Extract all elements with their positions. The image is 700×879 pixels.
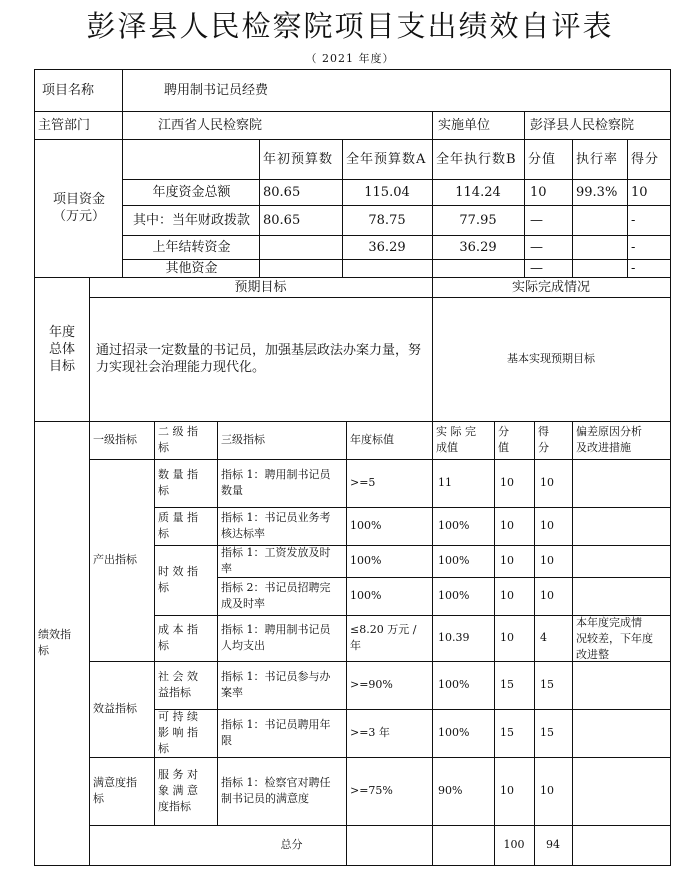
rule-line bbox=[34, 69, 671, 70]
level3-indicator: 指标 1：书记员参与办 案率 bbox=[221, 670, 331, 699]
indicator-score: 4 bbox=[540, 631, 547, 644]
annual-target: 100% bbox=[350, 554, 382, 567]
annual-target: >=3 年 bbox=[350, 726, 390, 739]
rule-line bbox=[122, 235, 671, 236]
project-name-label: 项目名称 bbox=[42, 82, 95, 98]
funds-label: 项目资金 （万元） bbox=[52, 192, 105, 224]
level1-indicator: 效益指标 bbox=[93, 702, 137, 715]
rule-line bbox=[34, 421, 671, 422]
rule-line bbox=[346, 421, 347, 866]
rule-line bbox=[122, 69, 123, 140]
funds-executed: 77.95 bbox=[459, 212, 497, 228]
indicator-score: 10 bbox=[540, 519, 554, 532]
actual-value: 11 bbox=[438, 476, 452, 489]
funds-row-name: 年度资金总额 bbox=[152, 184, 231, 200]
level2-indicator: 质 量 指 标 bbox=[158, 511, 198, 540]
perf-header: 二 级 指 标 bbox=[158, 425, 198, 454]
dept-label: 主管部门 bbox=[38, 117, 91, 133]
level3-indicator: 指标 1：检察官对聘任 制书记员的满意度 bbox=[221, 776, 331, 805]
actual-value: 100% bbox=[438, 519, 470, 532]
rule-line bbox=[89, 277, 90, 422]
funds-header: 全年执行数B bbox=[436, 151, 517, 167]
rule-line bbox=[342, 139, 343, 278]
funds-row-name: 其他资金 bbox=[165, 260, 218, 276]
funds-score-value: 10 bbox=[530, 184, 547, 200]
rule-line bbox=[154, 421, 155, 826]
rule-line bbox=[524, 139, 525, 278]
perf-header: 得 分 bbox=[538, 425, 549, 454]
funds-score: 10 bbox=[631, 184, 648, 200]
report-year: （ 2021 年度） bbox=[305, 52, 395, 65]
funds-header: 分值 bbox=[528, 151, 557, 167]
funds-score-value: — bbox=[530, 239, 543, 255]
funds-score: - bbox=[631, 239, 636, 255]
rule-line bbox=[217, 577, 671, 578]
perf-label: 绩效指 标 bbox=[38, 628, 71, 657]
rule-line bbox=[627, 139, 628, 278]
goals-label: 年度 总体 目标 bbox=[48, 324, 75, 374]
funds-header: 年初预算数 bbox=[263, 151, 334, 167]
evaluation-table bbox=[34, 69, 670, 865]
level3-indicator: 指标 2：书记员招聘完 成及时率 bbox=[221, 581, 331, 610]
rule-line bbox=[259, 139, 260, 278]
indicator-weight: 15 bbox=[500, 678, 514, 691]
rule-line bbox=[432, 139, 433, 278]
rule-line bbox=[34, 111, 671, 112]
indicator-weight: 10 bbox=[500, 631, 514, 644]
indicator-score: 10 bbox=[540, 784, 554, 797]
funds-header: 执行率 bbox=[576, 151, 619, 167]
rule-line bbox=[494, 421, 495, 866]
funds-header: 得分 bbox=[631, 151, 660, 167]
funds-rate: 99.3% bbox=[576, 184, 618, 200]
perf-header: 年度标值 bbox=[350, 433, 394, 446]
rule-line bbox=[670, 69, 671, 866]
funds-score: - bbox=[631, 260, 636, 276]
level3-indicator: 指标 1：书记员聘用年 限 bbox=[221, 718, 331, 747]
rule-line bbox=[34, 865, 671, 866]
total-weight: 100 bbox=[503, 838, 525, 851]
indicator-weight: 10 bbox=[500, 476, 514, 489]
indicator-weight: 10 bbox=[500, 589, 514, 602]
level1-indicator: 满意度指 标 bbox=[93, 776, 137, 805]
actual-value: 90% bbox=[438, 784, 463, 797]
funds-header: 全年预算数A bbox=[346, 151, 427, 167]
rule-line bbox=[122, 205, 671, 206]
rule-line bbox=[34, 69, 35, 866]
rule-line bbox=[89, 757, 671, 758]
rule-line bbox=[89, 297, 671, 298]
rule-line bbox=[154, 709, 671, 710]
rule-line bbox=[432, 277, 433, 422]
goals-actual-header: 实际完成情况 bbox=[511, 279, 590, 295]
perf-header: 实 际 完 成值 bbox=[436, 425, 476, 454]
perf-header: 三级指标 bbox=[221, 433, 265, 446]
rule-line bbox=[89, 459, 671, 460]
level3-indicator: 指标 1：书记员业务考 核达标率 bbox=[221, 511, 331, 540]
indicator-score: 10 bbox=[540, 476, 554, 489]
rule-line bbox=[534, 421, 535, 866]
impl-unit-value: 彭泽县人民检察院 bbox=[530, 117, 635, 133]
level2-indicator: 时 效 指 标 bbox=[158, 565, 198, 594]
annual-target: 100% bbox=[350, 589, 382, 602]
level3-indicator: 指标 1：聘用制书记员 数量 bbox=[221, 468, 331, 497]
rule-line bbox=[217, 421, 218, 826]
funds-initial: 80.65 bbox=[263, 184, 301, 200]
funds-executed: 36.29 bbox=[459, 239, 497, 255]
level3-indicator: 指标 1：工资发放及时 率 bbox=[221, 546, 331, 575]
rule-line bbox=[34, 139, 671, 140]
funds-initial: 80.65 bbox=[263, 212, 301, 228]
rule-line bbox=[89, 825, 671, 826]
funds-score: - bbox=[631, 212, 636, 228]
indicator-weight: 10 bbox=[500, 784, 514, 797]
level1-indicator: 产出指标 bbox=[93, 553, 137, 566]
annual-target: >=5 bbox=[350, 476, 376, 489]
funds-row-name: 上年结转资金 bbox=[152, 239, 231, 255]
level2-indicator: 服 务 对 象 满 意 度指标 bbox=[158, 768, 198, 813]
indicator-score: 15 bbox=[540, 678, 554, 691]
rule-line bbox=[89, 421, 90, 866]
page-title: 彭泽县人民检察院项目支出绩效自评表 bbox=[86, 9, 614, 43]
actual-value: 100% bbox=[438, 554, 470, 567]
perf-header: 分 值 bbox=[498, 425, 509, 454]
indicator-weight: 15 bbox=[500, 726, 514, 739]
funds-annual: 78.75 bbox=[368, 212, 406, 228]
funds-score-value: — bbox=[530, 212, 543, 228]
rule-line bbox=[154, 507, 671, 508]
actual-value: 10.39 bbox=[438, 631, 470, 644]
funds-score-value: — bbox=[530, 260, 543, 276]
rule-line bbox=[122, 179, 671, 180]
rule-line bbox=[572, 421, 573, 866]
actual-value: 100% bbox=[438, 589, 470, 602]
goals-actual-text: 基本实现预期目标 bbox=[507, 352, 595, 365]
annual-target: ≤8.20 万元 / 年 bbox=[350, 623, 417, 652]
rule-line bbox=[432, 111, 433, 140]
rule-line bbox=[572, 139, 573, 278]
level2-indicator: 可 持 续 影 响 指 标 bbox=[158, 710, 198, 755]
project-name-value: 聘用制书记员经费 bbox=[164, 82, 269, 98]
annual-target: >=75% bbox=[350, 784, 393, 797]
goals-expected-header: 预期目标 bbox=[234, 279, 287, 295]
perf-header: 一级指标 bbox=[93, 433, 137, 446]
funds-annual: 115.04 bbox=[364, 184, 410, 200]
indicator-score: 10 bbox=[540, 589, 554, 602]
funds-annual: 36.29 bbox=[368, 239, 406, 255]
total-label: 总分 bbox=[280, 838, 303, 851]
indicator-weight: 10 bbox=[500, 554, 514, 567]
level2-indicator: 社 会 效 益指标 bbox=[158, 670, 198, 699]
rule-line bbox=[122, 139, 123, 278]
indicator-score: 15 bbox=[540, 726, 554, 739]
annual-target: >=90% bbox=[350, 678, 393, 691]
actual-value: 100% bbox=[438, 678, 470, 691]
funds-row-name: 其中：当年财政拨款 bbox=[132, 212, 250, 228]
impl-unit-label: 实施单位 bbox=[438, 117, 491, 133]
rule-line bbox=[432, 421, 433, 866]
goals-expected-text: 通过招录一定数量的书记员，加强基层政法办案力量，努力实现社会治理能力现代化。 bbox=[96, 343, 422, 375]
deviation-note: 本年度完成情 况较差，下年度 改进整 bbox=[576, 616, 653, 661]
dept-value: 江西省人民检察院 bbox=[158, 117, 263, 133]
indicator-score: 10 bbox=[540, 554, 554, 567]
level3-indicator: 指标 1：聘用制书记员 人均支出 bbox=[221, 623, 331, 652]
indicator-weight: 10 bbox=[500, 519, 514, 532]
perf-header: 偏差原因分析 及改进措施 bbox=[576, 425, 642, 454]
annual-target: 100% bbox=[350, 519, 382, 532]
level2-indicator: 成 本 指 标 bbox=[158, 623, 198, 652]
rule-line bbox=[524, 111, 525, 140]
funds-executed: 114.24 bbox=[455, 184, 501, 200]
total-score: 94 bbox=[546, 838, 560, 851]
level2-indicator: 数 量 指 标 bbox=[158, 468, 198, 497]
actual-value: 100% bbox=[438, 726, 470, 739]
